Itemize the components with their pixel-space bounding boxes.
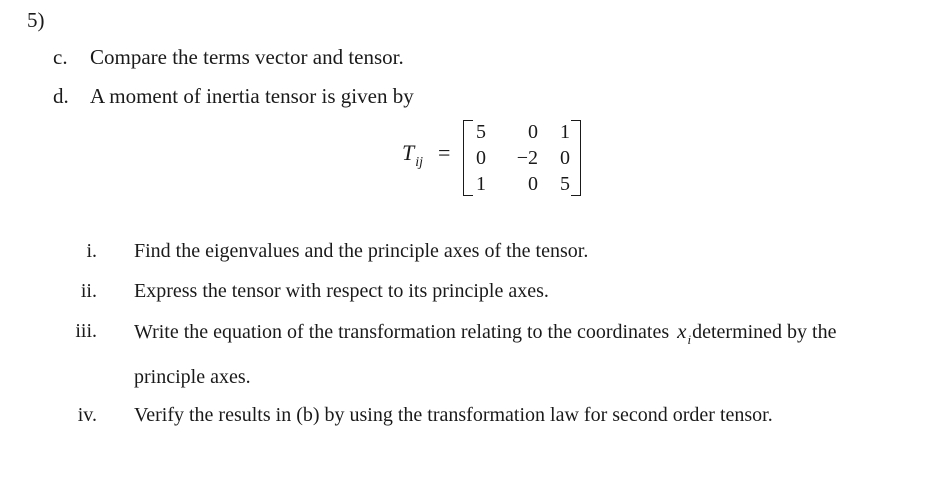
matrix-cell: 5 — [560, 173, 570, 195]
matrix-cell: 0 — [476, 147, 486, 169]
part-c-label: c. — [53, 45, 68, 69]
subpart-iii-label: iii. — [75, 320, 97, 342]
subpart-iv-text: Verify the results in (b) by using the transformation law for second order tensor. — [134, 404, 773, 426]
subpart-iii-continuation: principle axes. — [134, 366, 251, 388]
matrix-cell: 0 — [528, 173, 538, 195]
subpart-i-text: Find the eigenvalues and the principle axes of the tensor. — [134, 240, 589, 262]
subpart-iii-text — [134, 319, 837, 347]
question-number: 5) — [27, 8, 45, 32]
matrix-right-bracket — [571, 120, 581, 196]
coordinate-variable: $x_i$ — [677, 319, 692, 347]
subpart-i-label: i. — [86, 240, 97, 262]
part-d-text: A moment of inertia tensor is given by — [90, 84, 414, 108]
matrix-cell: −2 — [516, 147, 538, 169]
coordinate-subscript: i — [687, 332, 692, 347]
matrix-cell: 1 — [560, 121, 570, 143]
subpart-iii-text-before: Write the equation of the transformation relating to the coordinates — [134, 321, 670, 343]
matrix-cell: 1 — [476, 173, 486, 195]
subpart-ii-label: ii. — [80, 280, 97, 302]
subpart-ii-text: Express the tensor with respect to its principle axes. — [134, 280, 549, 302]
matrix-cell: 5 — [476, 121, 486, 143]
matrix-cell: 0 — [528, 121, 538, 143]
equals-sign: = — [438, 140, 451, 165]
subpart-iii-text-after: determined by the — [692, 321, 837, 343]
part-c-text: Compare the terms vector and tensor. — [90, 45, 404, 69]
part-d-label: d. — [53, 84, 69, 108]
tensor-subscript: ij — [415, 155, 424, 170]
matrix-cell: 0 — [560, 147, 570, 169]
tensor-symbol: $T_{ij}$ — [402, 140, 424, 170]
subpart-iv-label: iv. — [77, 404, 97, 426]
